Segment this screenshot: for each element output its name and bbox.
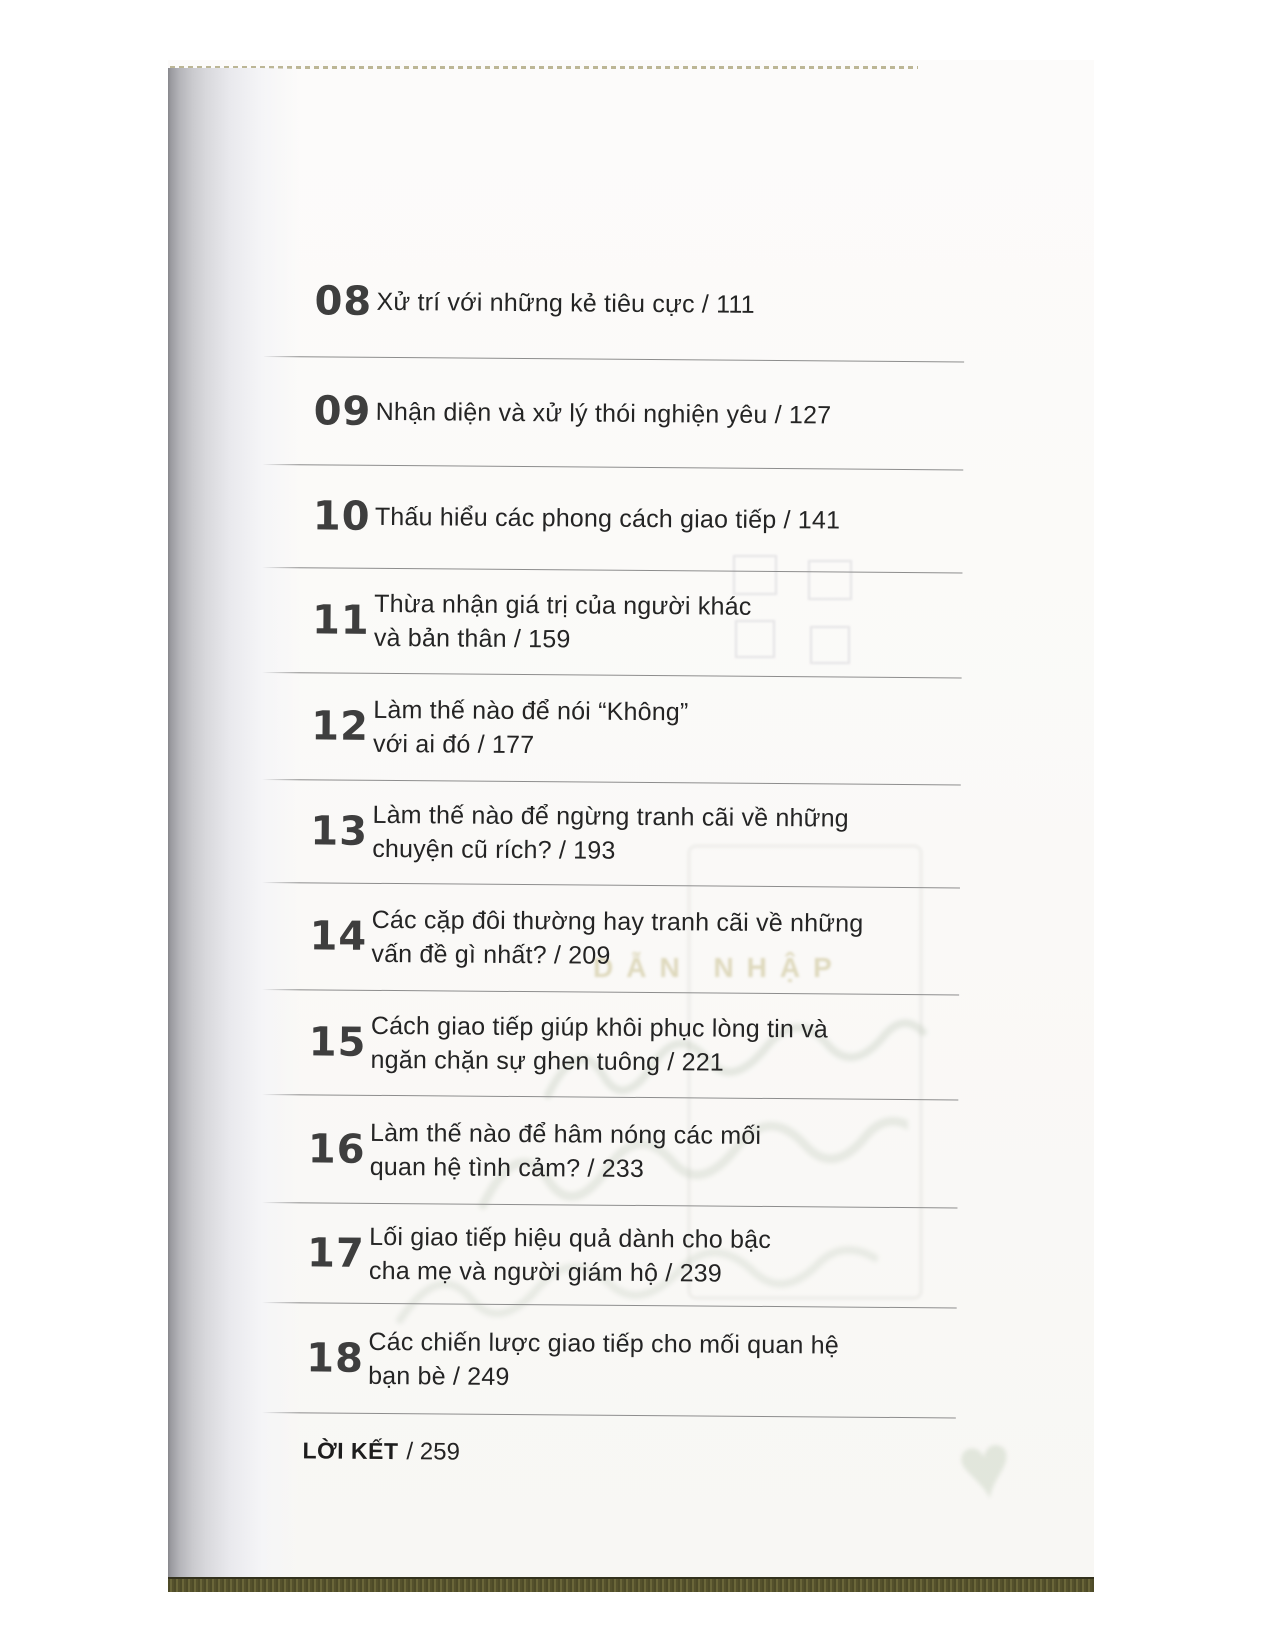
chapter-title-line: Cách giao tiếp giúp khôi phục lòng tin và	[370, 1011, 829, 1044]
chapter-title	[376, 285, 754, 322]
chapter-title-line: cha mẹ và người giám hộ / 239	[368, 1256, 723, 1288]
ghost-heading-watermark: DẪN NHẬP	[593, 952, 845, 983]
chapter-title-line: ngăn chặn sự ghen tuông / 221	[370, 1045, 725, 1077]
chapter-title-line: Xử trí với những kẻ tiêu cực / 111	[376, 287, 755, 319]
conclusion-label: LỜI KẾT	[302, 1437, 399, 1465]
toc-entry	[262, 568, 963, 678]
chapter-title-line: Các cặp đôi thường hay tranh cãi về những	[371, 905, 864, 938]
chapter-number: 15	[308, 1019, 367, 1066]
chapter-number: 13	[310, 808, 369, 855]
toc-entry	[263, 357, 964, 470]
chapter-title-line: Lối giao tiếp hiệu quả dành cho bậc	[369, 1222, 772, 1254]
chapter-title-line: và bản thân / 159	[373, 623, 571, 654]
heart-watermark-icon: ♥	[951, 1412, 1020, 1522]
table-surface-top-edge	[170, 66, 918, 69]
chapter-number: 11	[311, 597, 370, 644]
chapter-title-line: Các chiến lược giao tiếp cho mối quan hệ	[368, 1327, 840, 1360]
toc-entry	[259, 883, 960, 995]
chapter-title-line: Thấu hiểu các phong cách giao tiếp / 141	[374, 502, 841, 535]
toc-entry	[257, 1203, 958, 1308]
chapter-title	[374, 587, 752, 658]
chapter-number: 14	[309, 913, 368, 960]
chapter-title	[376, 394, 832, 432]
chapter-number: 09	[313, 387, 372, 435]
chapter-title-line: quan hệ tình cảm? / 233	[369, 1152, 645, 1183]
chapter-title	[372, 798, 849, 870]
chapter-title	[370, 1009, 828, 1081]
toc-entry	[257, 1095, 958, 1208]
book-page-photo	[168, 60, 1094, 1592]
toc-entry	[264, 246, 965, 362]
chapter-number: 12	[311, 703, 370, 750]
chapter-title	[369, 1219, 771, 1290]
toc-entry	[262, 465, 963, 573]
chapter-title-line: Làm thế nào để nói “Không”	[373, 695, 689, 727]
conclusion-page-number: / 259	[406, 1438, 460, 1466]
chapter-title	[368, 1324, 839, 1396]
chapter-number: 10	[312, 493, 371, 540]
chapter-title	[370, 1115, 762, 1186]
chapter-title-line: Thừa nhận giá trị của người khác	[374, 589, 752, 621]
table-surface-strip	[168, 1577, 1094, 1592]
chapter-title	[371, 903, 863, 975]
chapter-title-line: Làm thế nào để ngừng tranh cãi về những	[372, 800, 849, 833]
toc-entry	[260, 780, 961, 888]
chapter-number: 16	[307, 1125, 366, 1173]
chapter-title-line: với ai đó / 177	[372, 729, 535, 760]
chapter-title-line: Nhận diện và xử lý thói nghiện yêu / 127	[375, 397, 832, 429]
chapter-number: 18	[306, 1334, 365, 1382]
chapter-title-line: Làm thế nào để hâm nóng các mối	[369, 1118, 762, 1150]
chapter-title	[375, 500, 841, 538]
chapter-title	[373, 693, 689, 763]
chapter-title-line: chuyện cũ rích? / 193	[372, 834, 616, 865]
table-of-contents	[255, 246, 965, 1470]
chapter-number: 08	[314, 278, 373, 325]
chapter-title-line: vấn đề gì nhất? / 209	[371, 939, 611, 970]
toc-conclusion	[255, 1413, 955, 1470]
chapter-title-line: bạn bè / 249	[368, 1361, 510, 1391]
chapter-number: 17	[306, 1229, 365, 1277]
toc-entry	[258, 990, 959, 1100]
toc-entry	[256, 1303, 957, 1418]
toc-entry	[261, 673, 962, 785]
